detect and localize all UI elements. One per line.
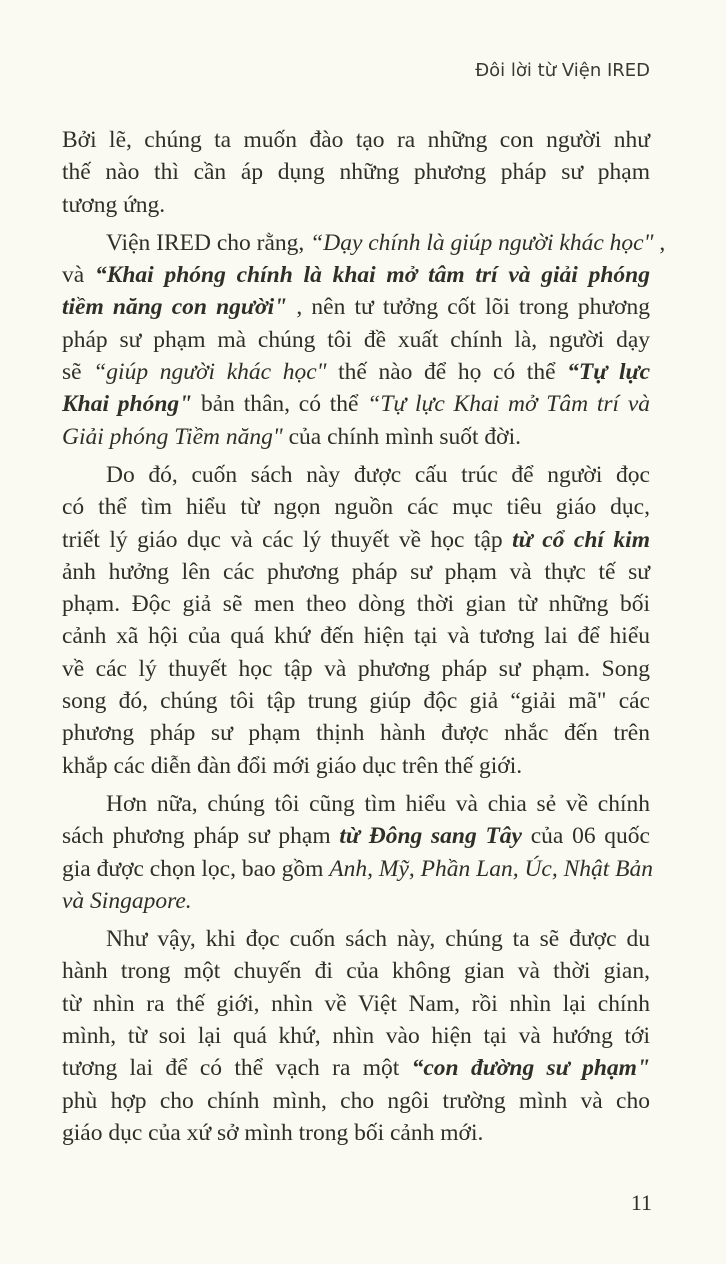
- emphasis-bold-italic: tiềm năng con người": [62, 294, 288, 321]
- emphasis-italic: “Tự lực Khai mở Tâm trí và: [367, 391, 650, 418]
- text-run: triết lý giáo dục và các lý thuyết về học tập: [62, 526, 513, 553]
- text-run: song đó, chúng tôi tập trung giúp độc giả “giải mã" các: [62, 688, 650, 715]
- body-text: [62, 124, 666, 1155]
- text-line: [62, 685, 650, 717]
- text-run: tương lai để có thể vạch ra một: [62, 1055, 412, 1082]
- text-run: Như vậy, khi đọc cuốn sách này, chúng ta sẽ được du: [106, 926, 650, 953]
- text-run: giáo dục của xứ sở mình trong bối cảnh mới.: [62, 1119, 484, 1146]
- text-run: khắp các diễn đàn đổi mới giáo dục trên thế giới.: [62, 752, 523, 779]
- text-line: [62, 820, 650, 852]
- emphasis-bold-italic: “Khai phóng chính là khai mở tâm trí và giải phóng: [94, 262, 650, 289]
- text-line: [62, 124, 650, 156]
- paragraph: [62, 227, 666, 453]
- text-run: ,: [653, 229, 666, 256]
- text-line: [62, 291, 650, 323]
- text-line: [62, 356, 650, 388]
- text-run: thế nào thì cần áp dụng những phương pháp sư phạm: [62, 159, 650, 186]
- text-line: [62, 1020, 650, 1052]
- emphasis-italic: Anh, Mỹ, Phần Lan, Úc, Nhật Bản: [329, 855, 654, 882]
- emphasis-italic: “giúp người khác học": [93, 359, 327, 386]
- text-line: [62, 955, 650, 987]
- emphasis-bold-italic: “con đường sư phạm": [411, 1055, 650, 1082]
- text-line: [62, 620, 650, 652]
- text-run: và: [62, 262, 95, 289]
- emphasis-bold-italic: Khai phóng": [62, 391, 193, 418]
- text-line: [62, 524, 650, 556]
- page-number: 11: [630, 1190, 652, 1215]
- text-run: của chính mình suốt đời.: [282, 423, 521, 450]
- text-line: [62, 556, 650, 588]
- text-run: phương pháp sư phạm thịnh hành được nhắc đến trên: [62, 720, 650, 747]
- emphasis-bold-italic: từ cổ chí kim: [512, 526, 650, 553]
- text-line: [62, 227, 666, 259]
- text-line: [62, 1085, 650, 1117]
- text-run: sách phương pháp sư phạm: [62, 823, 340, 850]
- text-line: [62, 259, 650, 291]
- text-line: [62, 853, 654, 885]
- text-run: có thể tìm hiểu từ ngọn nguồn các mục tiêu giáo dục,: [62, 494, 650, 521]
- text-run: tương ứng.: [62, 191, 166, 218]
- text-run: Do đó, cuốn sách này được cấu trúc để người đọc: [106, 461, 650, 488]
- text-run: Bởi lẽ, chúng ta muốn đào tạo ra những con người như: [62, 127, 650, 153]
- text-run: , nên tư tưởng cốt lõi trong phương: [287, 294, 650, 321]
- text-line: [62, 923, 650, 955]
- text-line: [62, 421, 650, 453]
- paragraph: [62, 124, 650, 221]
- emphasis-italic: Giải phóng Tiềm năng": [62, 423, 283, 450]
- text-run: sẽ: [62, 359, 94, 386]
- paragraph: [62, 459, 650, 782]
- text-run: gia được chọn lọc, bao gồm: [62, 855, 330, 882]
- text-line: [62, 750, 650, 782]
- text-line: [62, 491, 650, 523]
- text-run: của 06 quốc: [521, 823, 650, 850]
- text-line: [62, 717, 650, 749]
- emphasis-italic: “Dạy chính là giúp người khác học": [310, 229, 654, 256]
- text-run: ảnh hưởng lên các phương pháp sư phạm và thực tế sư: [62, 558, 650, 585]
- text-run: Viện IRED cho rằng,: [106, 229, 311, 256]
- emphasis-bold-italic: từ Đông sang Tây: [339, 823, 522, 850]
- text-run: phạm. Độc giả sẽ men theo dòng thời gian từ những bối: [62, 591, 650, 618]
- text-run: hành trong một chuyến đi của không gian và thời gian,: [62, 958, 650, 985]
- text-run: Hơn nữa, chúng tôi cũng tìm hiểu và chia sẻ về chính: [106, 790, 650, 817]
- text-run: phù hợp cho chính mình, cho ngôi trường mình và cho: [62, 1087, 650, 1114]
- paragraph: [62, 923, 650, 1149]
- text-line: [62, 1052, 650, 1084]
- text-line: [62, 653, 650, 685]
- emphasis-bold-italic: “Tự lực: [567, 359, 650, 386]
- text-line: [62, 588, 650, 620]
- running-header: Đôi lời từ Viện IRED: [475, 60, 650, 81]
- text-run: về các lý thuyết học tập và phương pháp sư phạm. Song: [62, 655, 650, 682]
- text-line: [62, 156, 650, 188]
- text-line: [62, 459, 650, 491]
- text-run: từ nhìn ra thế giới, nhìn về Việt Nam, rồi nhìn lại chính: [62, 990, 650, 1017]
- text-line: [62, 988, 650, 1020]
- text-line: [62, 189, 650, 221]
- emphasis-italic: và Singapore.: [62, 887, 192, 914]
- text-line: [62, 324, 650, 356]
- text-line: [62, 1117, 650, 1149]
- text-run: mình, từ soi lại quá khứ, nhìn vào hiện tại và hướng tới: [62, 1023, 650, 1050]
- text-run: thế nào để họ có thể: [326, 359, 568, 386]
- text-run: cảnh xã hội của quá khứ đến hiện tại và tương lai để hiểu: [62, 623, 650, 650]
- text-line: [62, 388, 650, 420]
- text-run: bản thân, có thể: [192, 391, 368, 418]
- text-line: [62, 885, 650, 917]
- text-run: pháp sư phạm mà chúng tôi đề xuất chính là, người dạy: [62, 326, 650, 353]
- text-line: [62, 788, 650, 820]
- paragraph: [62, 788, 654, 917]
